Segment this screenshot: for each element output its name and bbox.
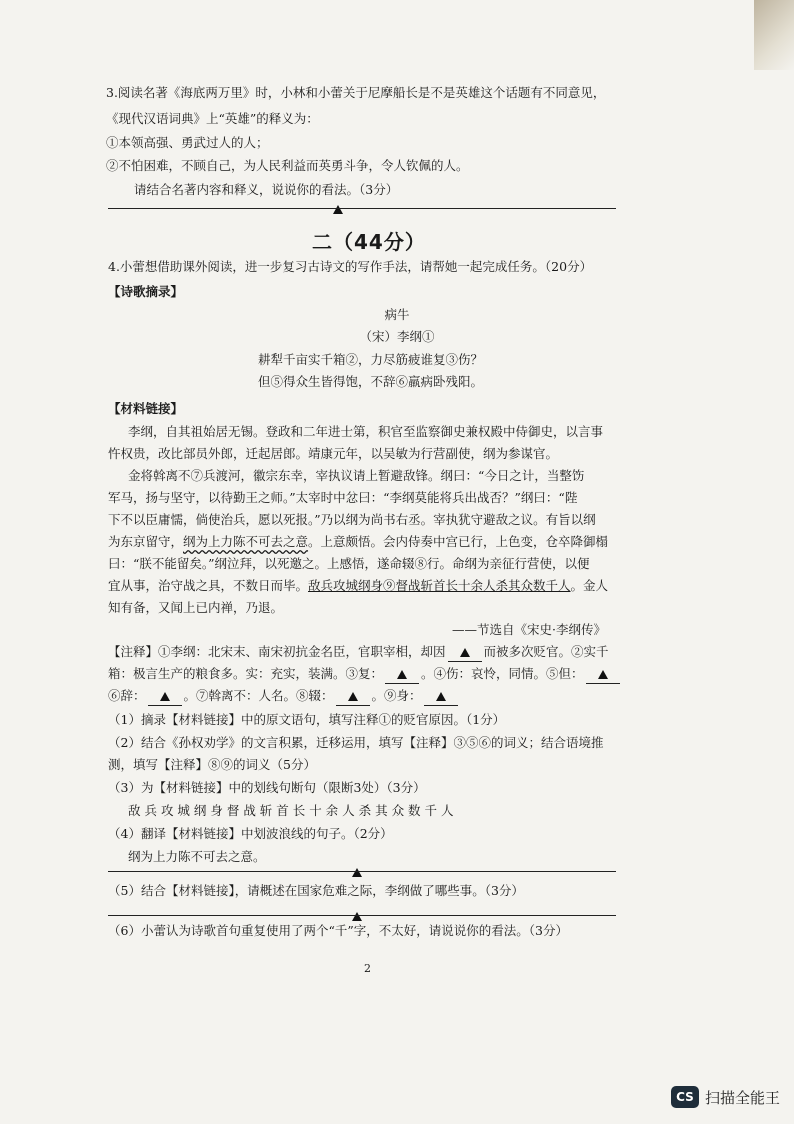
- page-number: 2: [364, 962, 371, 975]
- answer-line[interactable]: [108, 208, 616, 209]
- notes-line-1: [108, 643, 609, 662]
- sub-question-4-sentence: 纲为上力陈不可去之意。: [128, 849, 266, 864]
- sub-question-3: （3）为【材料链接】中的划线句断句（限断3处）（3分）: [108, 780, 426, 795]
- poem-author: （宋）李纲①: [359, 329, 435, 344]
- poem-tag: 【诗歌摘录】: [108, 284, 184, 299]
- answer-line[interactable]: [108, 915, 616, 916]
- fill-blank-3[interactable]: [385, 665, 419, 684]
- notes-line-3-c: 。⑨身：: [371, 688, 422, 703]
- watermark-text: 扫描全能王: [704, 1088, 780, 1107]
- blank-triangle-icon: [397, 670, 407, 679]
- wavy-underlined-sentence: 纲为上力陈不可去之意: [183, 534, 309, 549]
- camscanner-logo-icon: CS: [671, 1086, 699, 1108]
- blank-triangle-icon: [348, 692, 358, 701]
- fill-blank-1[interactable]: [448, 643, 482, 662]
- notes-line-3-b: 。⑦斡离不：人名。⑧辍：: [183, 688, 334, 703]
- material-line-1: 李纲，自其祖始居无锡。登政和二年进士第，积官至监察御史兼权殿中侍御史，以言事: [128, 424, 604, 439]
- notes-line-2-b: 。④伤：哀怜，同情。⑤但：: [421, 666, 584, 681]
- fill-blank-9[interactable]: [424, 687, 458, 706]
- material-line-6-a: 为东京留守，: [108, 534, 184, 549]
- sub-question-3-sentence[interactable]: 敌 兵 攻 城 纲 身 督 战 斩 首 长 十 余 人 杀 其 众 数 千 人: [128, 803, 454, 818]
- sub-question-4: （4）翻译【材料链接】中划波浪线的句子。（2分）: [108, 826, 393, 841]
- scanner-watermark: [671, 1086, 780, 1108]
- material-line-9: 知有备，又闻上已内禅，乃退。: [108, 600, 284, 615]
- blank-triangle-icon: [598, 670, 608, 679]
- notes-line-3-a: ⑥辞：: [108, 688, 146, 703]
- material-line-3: 金将斡离不⑦兵渡河，徽宗东幸，宰执议请上暂避敌锋。纲曰：“今日之计，当整饬: [128, 468, 585, 483]
- sub-question-2-line-2: 测，填写【注释】⑧⑨的词义（5分）: [108, 757, 316, 772]
- material-line-6: [108, 533, 608, 551]
- answer-line[interactable]: [108, 871, 616, 872]
- material-line-7: 曰：“朕不能留矣。”纲泣拜，以死邀之。上感悟，遂命辍⑧行。命纲为亲征行营使，以便: [108, 556, 590, 571]
- notes-line-2: [108, 665, 622, 684]
- underlined-sentence: 敌兵攻城纲身⑨督战斩首长十余人杀其众数千人: [308, 578, 571, 593]
- sub-question-5: （5）结合【材料链接】，请概述在国家危难之际，李纲做了哪些事。（3分）: [108, 883, 524, 898]
- fill-blank-5[interactable]: [586, 665, 620, 684]
- q3-line1: 3.阅读名著《海底两万里》时，小林和小蕾关于尼摩船长是不是英雄这个话题有不同意见，: [106, 85, 606, 100]
- notes-line-1-a: 【注释】①李纲：北宋末、南宋初抗金名臣，官职宰相，却因: [108, 644, 446, 659]
- poem-line-2: 但⑤得众生皆得饱，不辞⑥羸病卧残阳。: [258, 374, 484, 389]
- material-source: ——节选自《宋史·李纲传》: [452, 622, 606, 637]
- fill-blank-6[interactable]: [148, 687, 182, 706]
- scan-corner-shadow: [754, 0, 794, 70]
- material-line-8-a: 宜从事，治守战之具，不数日而毕。: [108, 578, 309, 593]
- q4-intro: 4.小蕾想借助课外阅读，进一步复习古诗文的写作手法，请帮她一起完成任务。（20分）: [108, 259, 593, 274]
- material-line-4: 军马，扬与坚守，以待勤王之师。”太宰时中忿曰：“李纲莫能将兵出战否？”纲曰：“陛: [108, 490, 578, 505]
- blank-triangle-icon: [436, 692, 446, 701]
- sub-question-6: （6）小蕾认为诗歌首句重复使用了两个“千”字，不太好，请说说你的看法。（3分）: [108, 923, 568, 938]
- q3-line2: 《现代汉语词典》上“英雄”的释义为：: [106, 111, 319, 126]
- q3-definition-2: ②不怕困难，不顾自己，为人民利益而英勇斗争，令人钦佩的人。: [106, 158, 469, 173]
- q3-prompt: 请结合名著内容和释义，说说你的看法。（3分）: [134, 182, 399, 197]
- sub-question-1: （1）摘录【材料链接】中的原文语句，填写注释①的贬官原因。（1分）: [108, 712, 506, 727]
- material-tag: 【材料链接】: [108, 401, 184, 416]
- material-line-2: 忤权贵，改比部员外郎，迁起居郎。靖康元年，以吴敏为行营副使，纲为参谋官。: [108, 446, 559, 461]
- poem-title: 病牛: [384, 307, 410, 322]
- notes-line-1-b: 而被多次贬官。②实千: [483, 644, 609, 659]
- q3-definition-1: ①本领高强、勇武过人的人；: [106, 135, 269, 150]
- blank-triangle-icon: [160, 692, 170, 701]
- material-line-8-b: 。金人: [570, 578, 609, 593]
- notes-line-2-a: 箱：极言生产的粮食多。实：充实，装满。③复：: [108, 666, 384, 681]
- fill-blank-8[interactable]: [336, 687, 370, 706]
- material-line-6-b: 。上意颇悟。会内侍奏中宫已行，上色变，仓卒降御榻: [308, 534, 609, 549]
- notes-line-3: [108, 687, 460, 706]
- material-line-5: 下不以臣庸懦，倘使治兵，愿以死报。”乃以纲为尚书右丞。宰执犹守避敌之议。有旨以纲: [108, 512, 596, 527]
- poem-line-1: 耕犁千亩实千箱②，力尽筋疲谁复③伤？: [258, 352, 484, 367]
- sub-question-2-line-1: （2）结合《孙权劝学》的文言积累，迁移运用，填写【注释】③⑤⑥的词义；结合语境推: [108, 735, 604, 750]
- material-line-8: [108, 577, 608, 595]
- blank-triangle-icon: [460, 648, 470, 657]
- section-title: 二（44分）: [312, 230, 426, 254]
